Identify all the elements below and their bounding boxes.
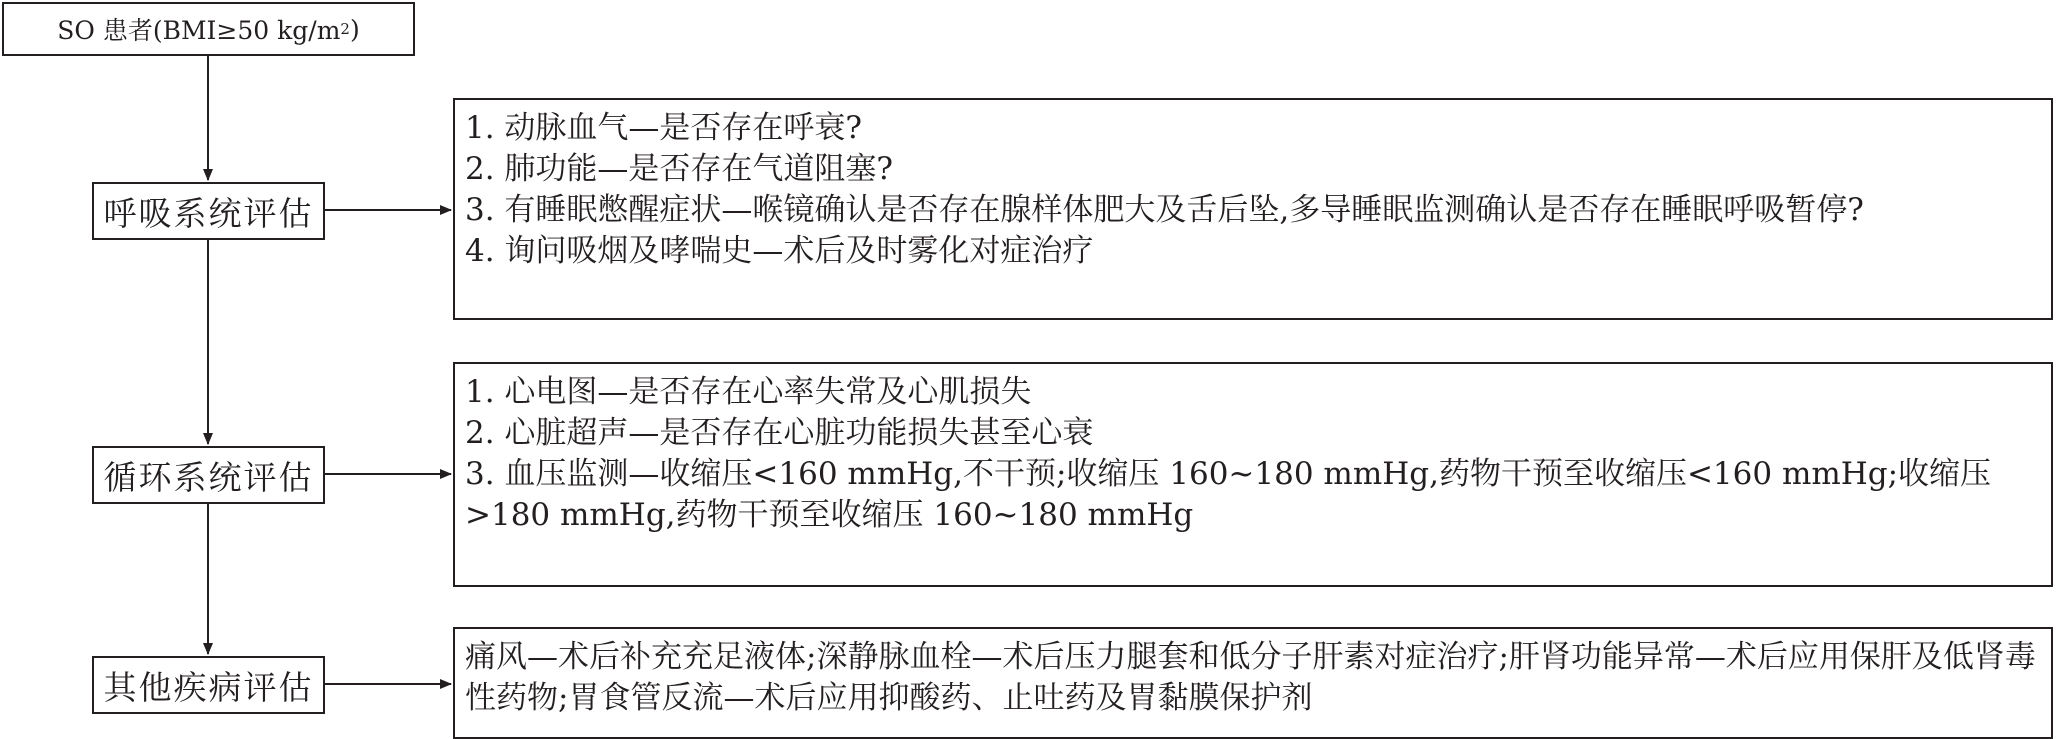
respiratory-item: 1. 动脉血气—是否存在呼衰? <box>465 110 863 146</box>
respiratory-assessment-title: 呼吸系统评估 <box>103 193 314 233</box>
other-disease-detail-box <box>453 627 2053 739</box>
circulatory-item: 3. 血压监测—收缩压<160 mmHg,不干预;收缩压 160~180 mmHg,药物干预至收缩压<160 mmHg;收缩压>180 mmHg,药物干预至收缩压 160~180 mmHg <box>465 456 1992 533</box>
respiratory-assessment-node <box>92 182 325 240</box>
start-node-superscript: 2 <box>340 20 350 38</box>
circulatory-assessment-title: 循环系统评估 <box>103 457 314 497</box>
other-disease-assessment-title: 其他疾病评估 <box>103 667 314 707</box>
circulatory-detail-box <box>453 362 2053 587</box>
other-disease-assessment-node <box>92 656 325 714</box>
respiratory-item: 2. 肺功能—是否存在气道阻塞? <box>465 151 894 187</box>
respiratory-item: 3. 有睡眠憋醒症状—喉镜确认是否存在腺样体肥大及舌后坠,多导睡眠监测确认是否存在睡眠呼吸暂停? <box>465 192 1864 228</box>
circulatory-item: 1. 心电图—是否存在心率失常及心肌损失 <box>465 374 1032 410</box>
start-node-so-patient <box>2 2 415 56</box>
respiratory-item: 4. 询问吸烟及哮喘史—术后及时雾化对症治疗 <box>465 233 1094 269</box>
start-node-label: SO 患者(BMI≥50 kg/m <box>57 16 341 45</box>
start-node-tail: ) <box>349 14 360 44</box>
circulatory-assessment-node <box>92 446 325 504</box>
respiratory-detail-box <box>453 98 2053 320</box>
other-disease-text: 痛风—术后补充充足液体;深静脉血栓—术后压力腿套和低分子肝素对症治疗;肝肾功能异常—术后应用保肝及低肾毒性药物;胃食管反流—术后应用抑酸药、止吐药及胃黏膜保护剂 <box>465 639 2036 716</box>
circulatory-item: 2. 心脏超声—是否存在心脏功能损失甚至心衰 <box>465 415 1094 451</box>
